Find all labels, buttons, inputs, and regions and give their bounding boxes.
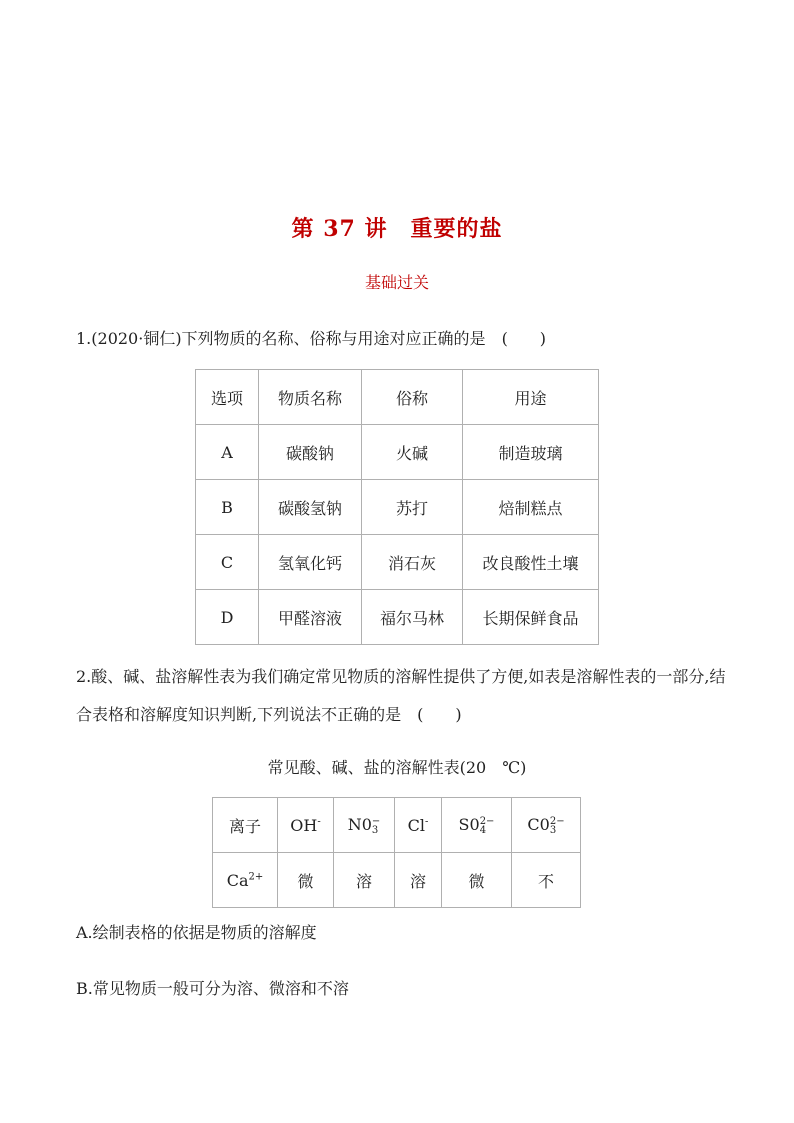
table-row	[196, 480, 599, 535]
option-a: A.绘制表格的依据是物质的溶解度	[76, 923, 317, 942]
question-2	[76, 658, 726, 734]
table-cell: 长期保鲜食品	[463, 590, 599, 645]
table-cell: 碳酸氢钠	[259, 480, 362, 535]
table-cell: A	[196, 425, 259, 480]
table-row	[196, 425, 599, 480]
table-cell: 火碱	[362, 425, 463, 480]
section-subtitle: 基础过关	[364, 273, 429, 292]
ion-ca: $Ca^{2+}$	[213, 853, 278, 908]
table-cell: 制造玻璃	[463, 425, 599, 480]
answer-paren: ( )	[417, 705, 462, 724]
table-cell: 溶	[395, 853, 442, 908]
ion-oh: OH-	[278, 798, 334, 853]
ion-no3: N0− 3	[334, 798, 395, 853]
table-header-row	[213, 798, 581, 853]
table-cell: 微	[278, 853, 334, 908]
question-2-text: 2.酸、碱、盐溶解性表为我们确定常见物质的溶解性提供了方便,如表是溶解性表的一部分,结合表格和溶解度知识判断,下列说法不正确的是	[76, 667, 726, 724]
table-cell: C	[196, 535, 259, 590]
table-caption: 常见酸、碱、盐的溶解性表(20 ℃)	[267, 758, 527, 777]
table-cell: B	[196, 480, 259, 535]
header-cell: 物质名称	[259, 370, 362, 425]
table-cell: 焙制糕点	[463, 480, 599, 535]
question-1-table	[195, 369, 599, 645]
ion-cl: Cl-	[395, 798, 442, 853]
page-title: 第 37 讲 重要的盐	[291, 216, 503, 242]
table-cell: 改良酸性土壤	[463, 535, 599, 590]
answer-paren: ( )	[501, 329, 547, 348]
solubility-table	[212, 797, 581, 908]
table-row	[213, 853, 581, 908]
ion-so4: S02− 4	[442, 798, 512, 853]
table-cell: 消石灰	[362, 535, 463, 590]
header-cell: 离子	[213, 798, 278, 853]
table-cell: 甲醛溶液	[259, 590, 362, 645]
question-1-text: 1.(2020·铜仁)下列物质的名称、俗称与用途对应正确的是	[76, 329, 486, 348]
ion-co3: C02− 3	[512, 798, 581, 853]
header-cell: 俗称	[362, 370, 463, 425]
header-cell: 用途	[463, 370, 599, 425]
table-cell: D	[196, 590, 259, 645]
table-cell: 碳酸钠	[259, 425, 362, 480]
question-1	[76, 326, 546, 349]
table-cell: 溶	[334, 853, 395, 908]
table-header-row	[196, 370, 599, 425]
table-cell: 苏打	[362, 480, 463, 535]
table-cell: 微	[442, 853, 512, 908]
option-b: B.常见物质一般可分为溶、微溶和不溶	[76, 979, 349, 998]
table-row	[196, 590, 599, 645]
table-cell: 福尔马林	[362, 590, 463, 645]
table-cell: 不	[512, 853, 581, 908]
header-cell: 选项	[196, 370, 259, 425]
table-row	[196, 535, 599, 590]
table-cell: 氢氧化钙	[259, 535, 362, 590]
